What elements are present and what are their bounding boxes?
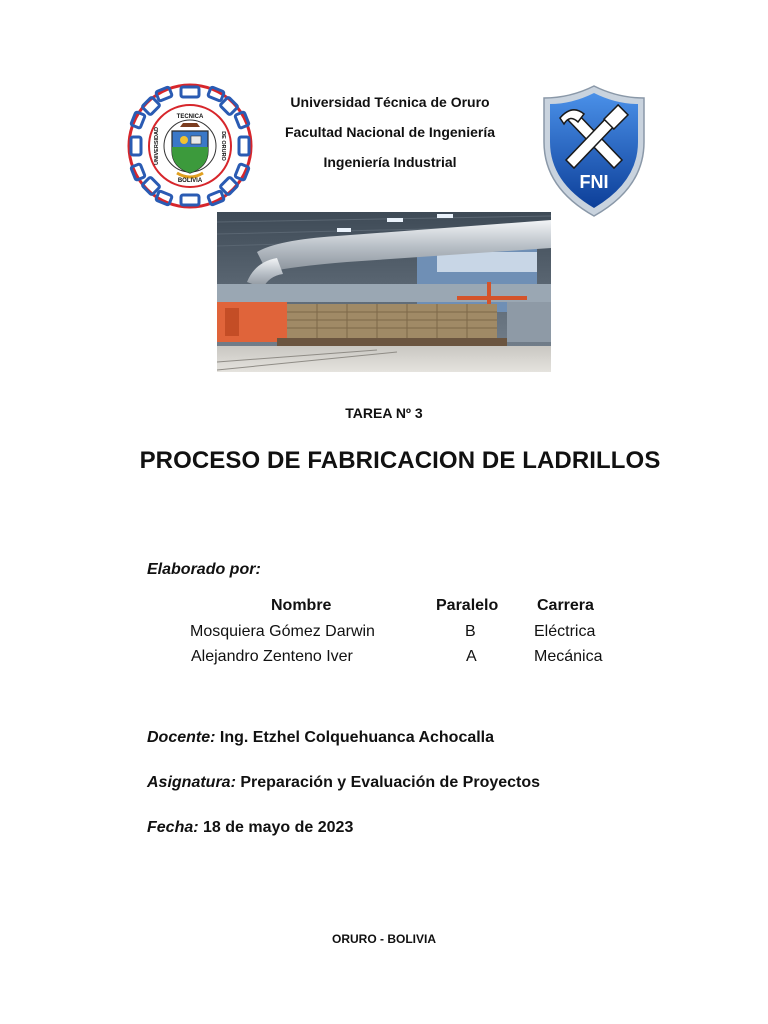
col-header-carrera: Carrera (537, 597, 594, 614)
page-title: PROCESO DE FABRICACION DE LADRILLOS (139, 447, 661, 474)
table-cell-paralelo: B (465, 623, 476, 640)
seal-text-left: UNIVERSIDAD (154, 127, 160, 165)
seal-text-bottom: BOLIVIA (177, 178, 203, 184)
seal-text-right: DE ORURO (220, 131, 226, 161)
university-name: Universidad Técnica de Oruro (290, 94, 490, 110)
subject-value: Preparación y Evaluación de Proyectos (240, 774, 541, 791)
teacher-value: Ing. Etzhel Colquehuanca Achocalla (219, 729, 495, 746)
table-cell-name: Mosquiera Gómez Darwin (190, 623, 375, 640)
seal-text-top: TECNICA (176, 114, 204, 120)
subject-label: Asignatura: (147, 774, 236, 791)
prepared-by-label: Elaborado por: (147, 561, 261, 578)
date-line (147, 819, 353, 837)
table-cell-carrera: Mecánica (534, 648, 603, 665)
date-label: Fecha: (147, 819, 199, 836)
table-cell-paralelo: A (466, 648, 477, 665)
teacher-line (147, 729, 494, 747)
table-cell-carrera: Eléctrica (534, 623, 596, 640)
date-value: 18 de mayo de 2023 (203, 819, 354, 836)
col-header-nombre: Nombre (271, 597, 332, 614)
task-number: TAREA Nº 3 (345, 405, 423, 421)
brick-factory-photo (217, 212, 551, 372)
fni-shield-icon (540, 84, 648, 218)
subject-line (147, 774, 540, 792)
col-header-paralelo: Paralelo (436, 597, 499, 614)
career-name: Ingeniería Industrial (323, 154, 457, 170)
fni-text: FNI (579, 172, 609, 192)
faculty-name: Facultad Nacional de Ingeniería (284, 124, 496, 140)
footer-location: ORURO - BOLIVIA (332, 932, 436, 946)
table-cell-name: Alejandro Zenteno Iver (191, 648, 353, 665)
teacher-label: Docente: (147, 729, 216, 746)
